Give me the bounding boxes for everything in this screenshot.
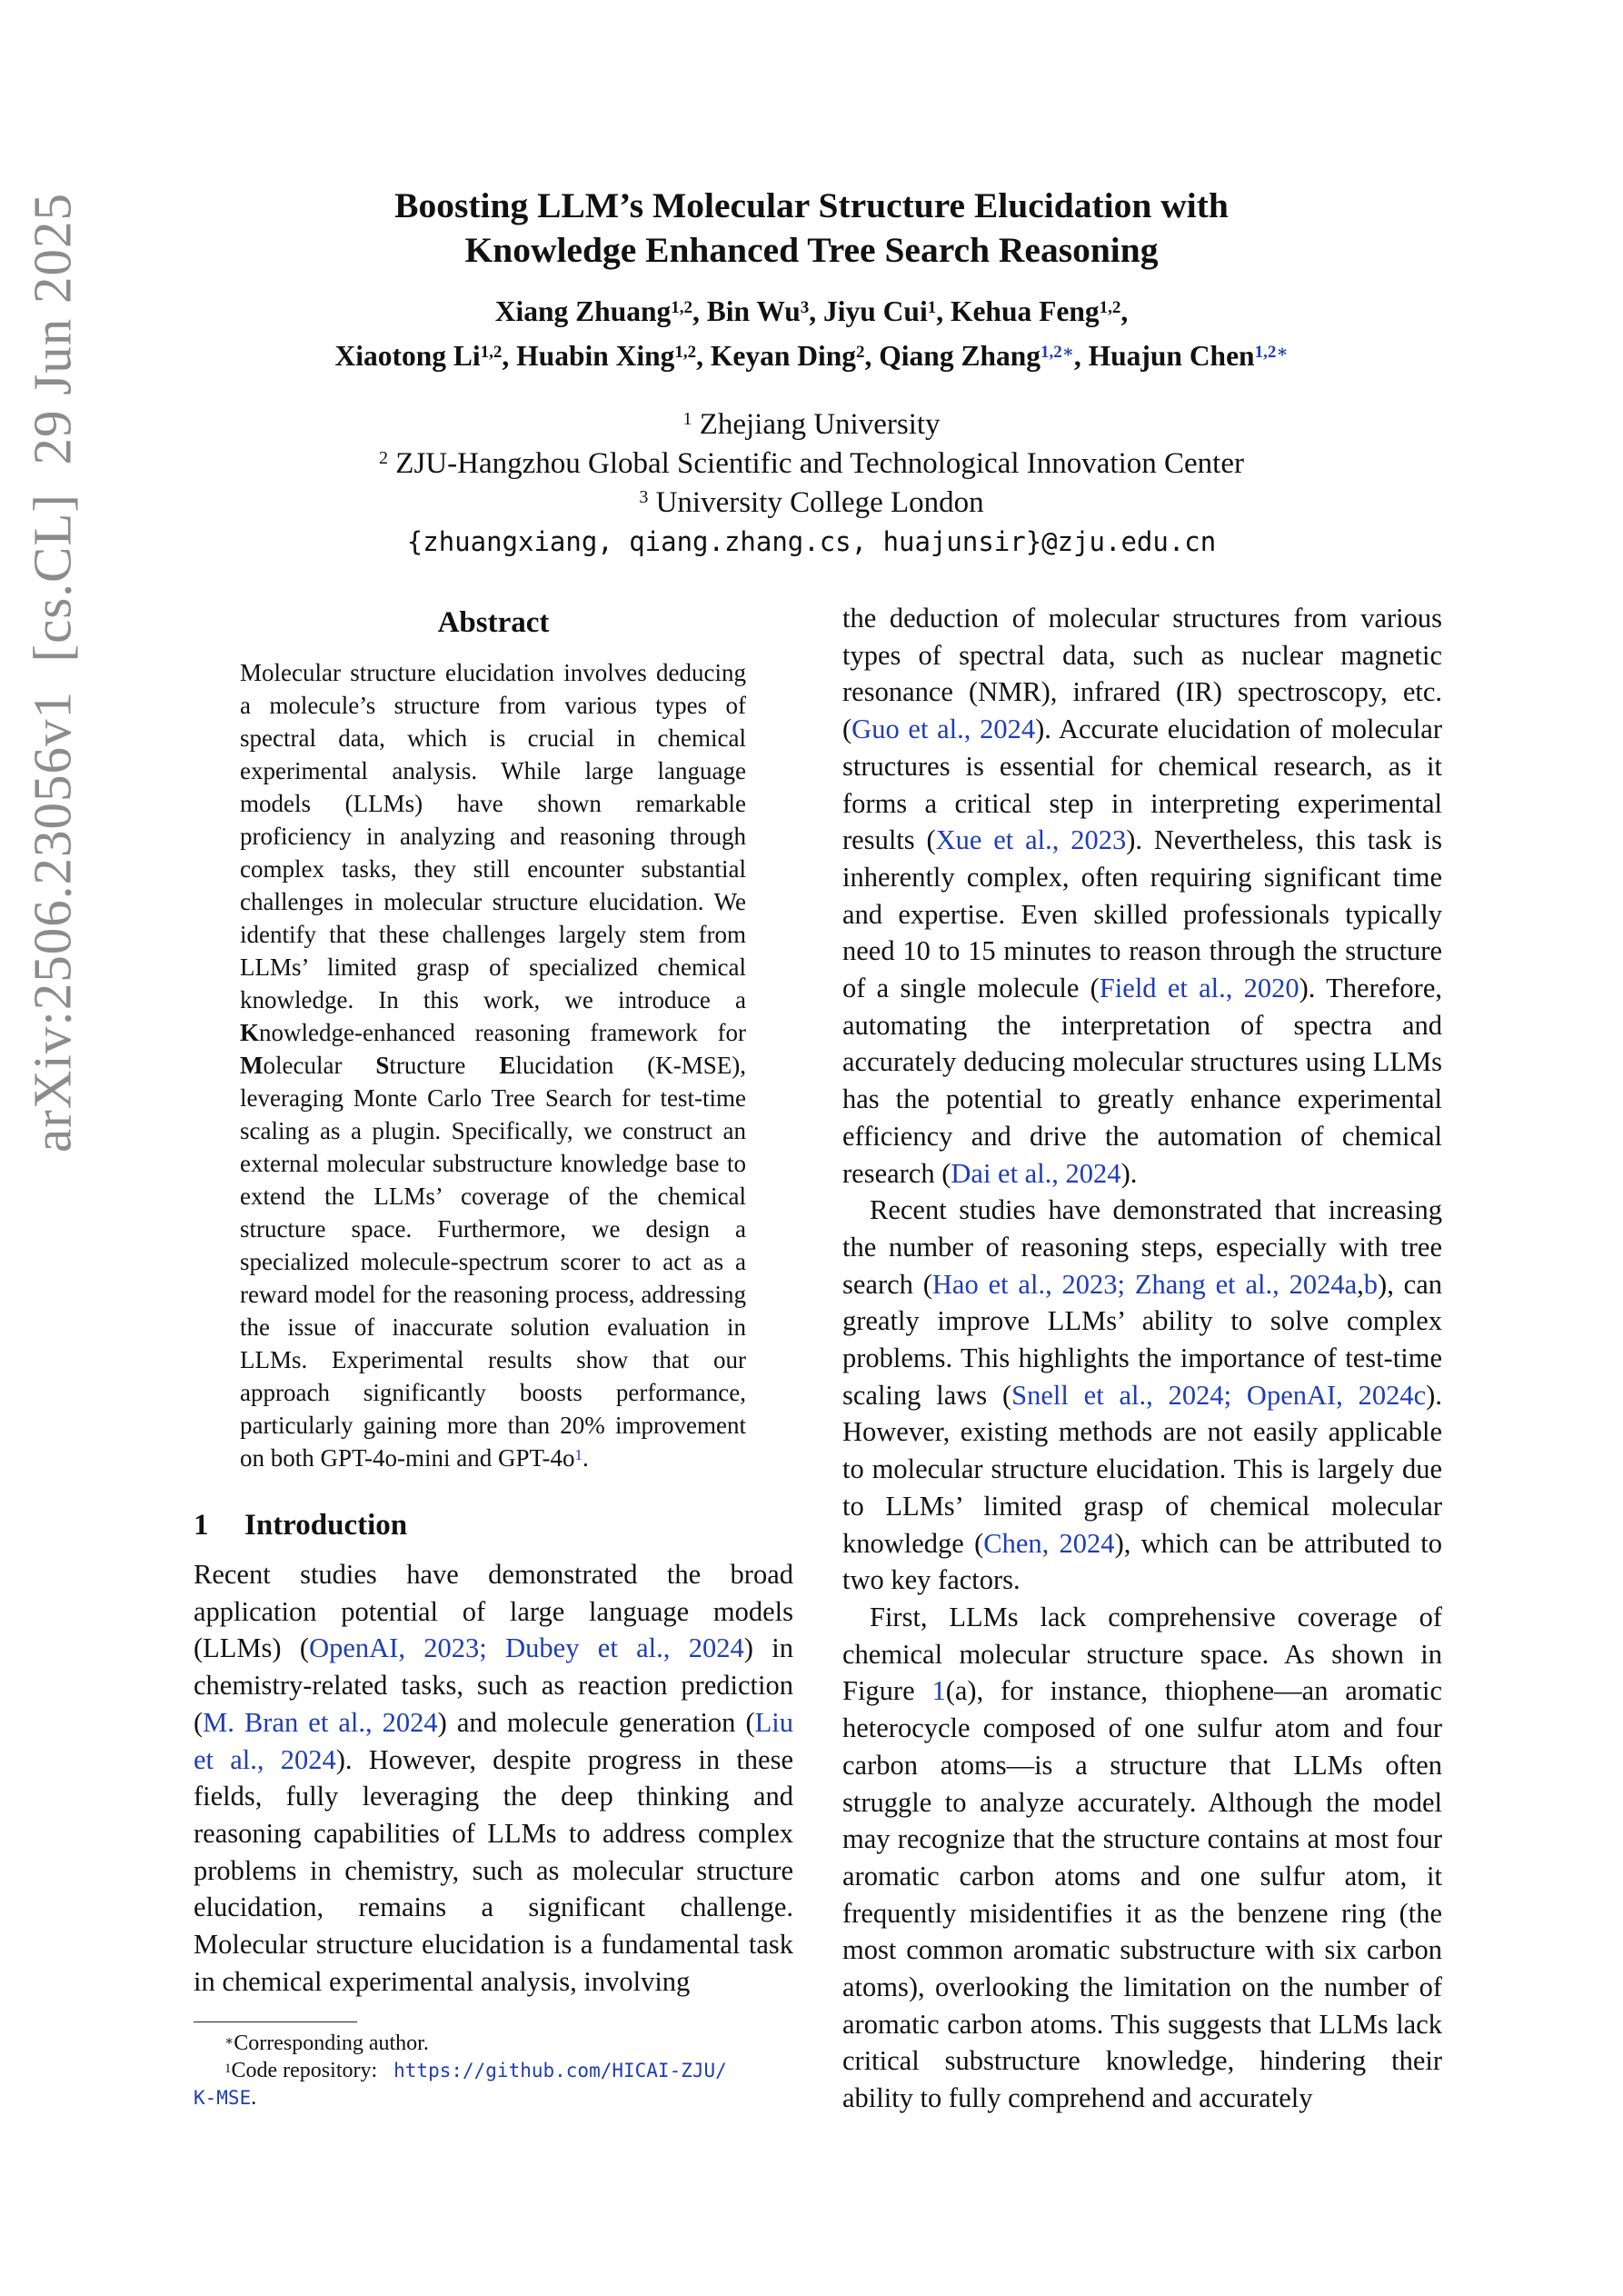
body-text: First, LLMs lack comprehensive coverage of chemical molecular structure space. As shown in Figure: [842, 1601, 1442, 1707]
author-affiliation-mark[interactable]: 1,2∗: [1254, 343, 1289, 362]
affiliation-number: 1: [682, 409, 692, 429]
body-text: the deduction of molecular structures from various types of spectral data, such as nuclear magnetic resonance (NMR), infrared (IR) spectroscopy, etc. (: [842, 603, 1442, 745]
abstract-text: lucidation (K-MSE), leveraging Monte Carlo Tree Search for test-time scaling as a plugin. Specifically, we construct an external molecular substructure knowledge base to extend the LLMs’ coverage of the chemical structure space. Furthermore, we design a specialized molecule-spectrum scorer to act as a reward model for the reasoning process, addressing the issue of inaccurate solution evaluation in LLMs. Experimental results show that our approach significantly boosts performance, particularly gaining more than 20% improvement on both GPT-4o-mini and GPT-4o: [240, 1052, 747, 1472]
footnote-marker: ∗: [224, 2034, 234, 2050]
acronym-letter: M: [240, 1052, 264, 1079]
body-text: ). Nevertheless, this task is inherently complex, often requiring significant time and expertise. Even skilled professionals typically need 10 to 15 minutes to reason through the structure of a single molecule (: [842, 824, 1442, 1004]
citation-link[interactable]: Dubey et al., 2024: [505, 1632, 744, 1664]
body-text: Recent studies have demonstrated the broad application potential of large language models (LLMs) (: [194, 1559, 793, 1664]
body-text: ,: [1357, 1268, 1364, 1300]
right-column: [842, 600, 1442, 2117]
citation-link[interactable]: Guo et al., 2024: [851, 714, 1036, 745]
author-name: Bin Wu: [706, 295, 801, 327]
author-name: Huabin Xing: [516, 340, 675, 372]
abstract-text: olecular: [263, 1052, 376, 1079]
section-number: 1: [194, 1509, 209, 1542]
footnote-marker: 1: [224, 2061, 232, 2077]
footnote-code: [194, 2057, 793, 2084]
abstract-text: tructure: [389, 1052, 500, 1079]
affiliation-number: 3: [639, 487, 649, 507]
body-text: ).: [1120, 1157, 1138, 1189]
abstract-body: [240, 656, 746, 1474]
body-paragraph: [842, 600, 1442, 1192]
author-line-2: Xiaotong Li$^{1,2}$, Huabin Xing$^{1,2}$, Keyan Ding$^2$, Qiang Zhang$^{1,2∗}$, Huajun Chen$^{1,2∗}$: [334, 340, 1289, 372]
author-name: Xiaotong Li: [334, 340, 481, 372]
body-text: ), which can be attributed to two key factors.: [842, 1527, 1442, 1596]
author-list: [182, 289, 1441, 378]
citation-link[interactable]: Zhang et al., 2024a: [1134, 1268, 1358, 1300]
author-line-1: Xiang Zhuang$^{1,2}$, Bin Wu$^3$, Jiyu Cui$^1$, Kehua Feng$^{1,2}$,: [494, 295, 1129, 327]
author-affiliation-mark: 1,2: [674, 343, 697, 362]
acronym-letter: E: [499, 1052, 516, 1079]
acronym-letter: S: [375, 1052, 390, 1079]
author-name: Qiang Zhang: [879, 340, 1041, 372]
footnotes: [194, 2030, 793, 2111]
section-title: Introduction: [244, 1509, 408, 1542]
abstract-text: nowledge-enhanced reasoning framework for: [259, 1019, 746, 1046]
citation-link[interactable]: OpenAI, 2024c: [1246, 1379, 1427, 1411]
body-text: ), can greatly improve LLMs’ ability to solve complex problems. This highlights the importance of test-time scaling laws (: [842, 1268, 1442, 1411]
acronym-letter: K: [240, 1019, 260, 1046]
footnote-code-continued: [194, 2084, 793, 2111]
arxiv-identifier: arXiv:2506.23056v1 [cs.CL] 29 Jun 2025: [22, 192, 83, 1153]
body-text: ). Accurate elucidation of molecular structures is essential for chemical research, as it forms a critical step in interpreting experimental results (: [842, 714, 1442, 856]
affiliation: [182, 405, 1441, 444]
body-text: ) in chemistry-related tasks, such as reaction prediction (: [194, 1632, 793, 1738]
author-affiliation-mark: 1,2: [480, 343, 503, 362]
author-name: Kehua Feng: [950, 295, 1100, 327]
figure-reference-link[interactable]: 1: [931, 1675, 946, 1707]
code-repository-link[interactable]: https://github.com/HICAI-ZJU/: [393, 2060, 727, 2082]
title-line-1: Boosting LLM’s Molecular Structure Elucidation with: [394, 185, 1229, 225]
affiliation-number: 2: [379, 448, 389, 468]
paper-title: [182, 184, 1441, 273]
abstract-text: Molecular structure elucidation involves deducing a molecule’s structure from various types of spectral data, which is crucial in chemical experimental analysis. While large language models (LLMs) have shown remarkable proficiency in analyzing and reasoning through complex tasks, they still encounter substantial challenges in molecular structure elucidation. We identify that these challenges largely stem from LLMs’ limited grasp of specialized chemical knowledge. In this work, we introduce a: [240, 659, 746, 1013]
footnote-text: .: [251, 2086, 257, 2111]
citation-link[interactable]: Hao et al., 2023: [931, 1268, 1118, 1300]
author-name: Huajun Chen: [1088, 340, 1255, 372]
citation-link[interactable]: Chen, 2024: [983, 1527, 1115, 1559]
body-text: ). Therefore, automating the interpretation of spectra and accurately deducing molecular structures using LLMs has the potential to greatly enhance experimental efficiency and drive the automation of chemical research (: [842, 973, 1442, 1189]
author-affiliation-mark: 1,2: [671, 298, 692, 317]
affiliations: [182, 405, 1441, 562]
affiliation-name: University College London: [655, 486, 984, 519]
citation-link[interactable]: Snell et al., 2024: [1011, 1379, 1224, 1411]
abstract-heading: Abstract: [437, 606, 550, 639]
body-text: ). However, existing methods are not easily applicable to molecular structure elucidation. This is largely due to LLMs’ limited grasp of chemical molecular knowledge (: [842, 1379, 1442, 1559]
footnote-text: Corresponding author.: [234, 2031, 429, 2056]
footnote-marker[interactable]: 1: [574, 1446, 583, 1463]
citation-link[interactable]: M. Bran et al., 2024: [203, 1706, 438, 1738]
citation-link[interactable]: Field et al., 2020: [1099, 973, 1299, 1004]
author-affiliation-mark: 1,2: [1099, 298, 1121, 317]
section-heading-introduction: [194, 1505, 793, 1545]
body-text: (a), for instance, thiophene—an aromatic heterocycle composed of one sulfur atom and four carbon atoms—is a structure that LLMs often struggle to analyze accurately. Although the model may recognize that the structure contains at most four aromatic carbon atoms and one sulfur atom, it frequently misidentifies it as the benzene ring (the most common aromatic substructure with six carbon atoms), overlooking the limitation on the number of aromatic carbon atoms. This suggests that LLMs lack critical substructure knowledge, hindering their ability to fully comprehend and accurately: [842, 1675, 1442, 2114]
body-paragraph: [842, 1192, 1442, 1599]
citation-link[interactable]: Liu et al., 2024: [194, 1706, 793, 1775]
author-affiliation-mark: 3: [800, 298, 810, 317]
author-name: Keyan Ding: [710, 340, 857, 372]
title-line-2: Knowledge Enhanced Tree Search Reasoning: [464, 230, 1159, 270]
intro-paragraph: [194, 1556, 793, 2000]
affiliation-name: ZJU-Hangzhou Global Scientific and Technological Innovation Center: [395, 447, 1244, 480]
author-affiliation-mark: 2: [856, 343, 865, 362]
footnote-rule: [194, 2021, 357, 2022]
citation-separator: ;: [479, 1632, 506, 1664]
body-text: ). However, despite progress in these fields, fully leveraging the deep thinking and reasoning capabilities of LLMs to address complex problems in chemistry, such as molecular structure elucidation, remains a significant challenge. Molecular structure elucidation is a fundamental task in chemical experimental analysis, involving: [194, 1743, 794, 1997]
affiliation-name: Zhejiang University: [699, 408, 941, 441]
citation-link[interactable]: Dai et al., 2024: [951, 1157, 1121, 1189]
body-text: ) and molecule generation (: [437, 1706, 755, 1738]
citation-link[interactable]: OpenAI, 2023: [309, 1632, 480, 1664]
author-affiliation-mark: 1: [927, 298, 937, 317]
footnote-text: Code repository:: [231, 2059, 383, 2083]
body-paragraph: [842, 1599, 1442, 2117]
affiliation: [182, 484, 1441, 523]
email-addresses: {zhuangxiang, qiang.zhang.cs, huajunsir}@zju.edu.cn: [406, 526, 1217, 557]
author-name: Xiang Zhuang: [494, 295, 672, 327]
left-column: [194, 600, 793, 2111]
author-affiliation-mark[interactable]: 1,2∗: [1041, 343, 1074, 362]
author-name: Jiyu Cui: [823, 295, 928, 327]
citation-link[interactable]: Xue et al., 2023: [935, 824, 1127, 856]
body-text: Recent studies have demonstrated that increasing the number of reasoning steps, especially with tree search (: [842, 1194, 1442, 1300]
citation-link[interactable]: b: [1363, 1268, 1379, 1300]
citation-separator: ;: [1117, 1268, 1135, 1300]
abstract-text: .: [582, 1444, 589, 1472]
footnote-corresponding: [194, 2030, 793, 2057]
code-repository-link-continued[interactable]: K-MSE: [194, 2087, 252, 2110]
affiliation: [182, 444, 1441, 484]
citation-separator: ;: [1223, 1379, 1247, 1411]
